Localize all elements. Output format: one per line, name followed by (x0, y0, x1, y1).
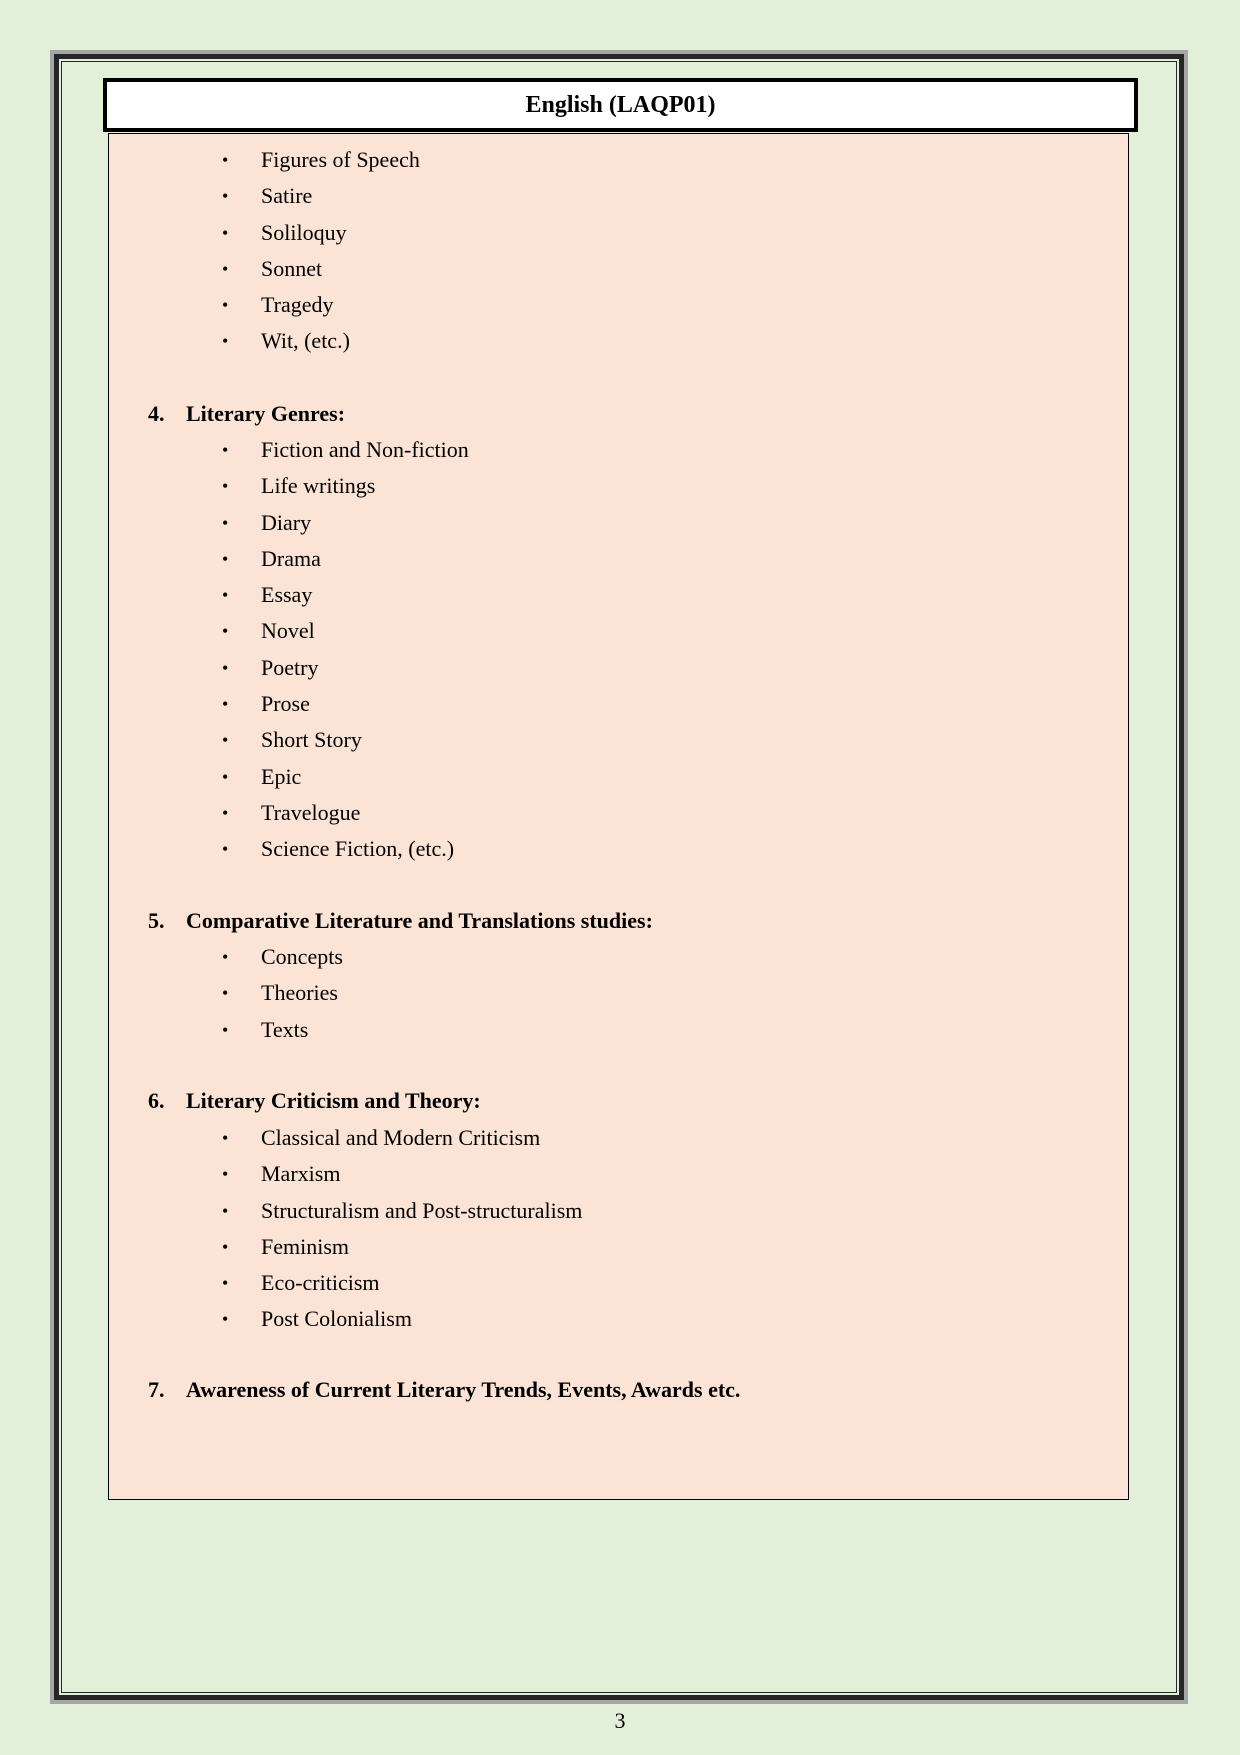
bullet-icon: • (222, 1164, 229, 1185)
bullet-icon: • (222, 1019, 229, 1040)
bullet-icon: • (222, 1236, 229, 1257)
bullet-icon: • (222, 150, 229, 170)
bullet-icon: • (222, 621, 229, 642)
bullet-icon: • (222, 222, 229, 243)
bullet-icon: • (222, 295, 229, 316)
bullet-icon: • (222, 766, 229, 787)
bullet-icon: • (222, 730, 229, 751)
bullet-icon: • (222, 947, 229, 967)
bullet-icon: • (222, 512, 229, 533)
bullet-icon: • (222, 839, 229, 860)
bullet-icon: • (222, 331, 229, 352)
bullet-icon: • (222, 694, 229, 715)
page-number: 3 (614, 1708, 626, 1733)
bullet-icon: • (222, 1128, 229, 1148)
bullet-icon: • (222, 657, 229, 678)
bullet-icon: • (222, 802, 229, 823)
syllabus-content: • Figures of Speech • Satire • Soliloquy • Sonnet • Tragedy • Wit, (etc.) 4. Literary Genres: • Fiction and Non-fiction • Life writings • Diary • Drama • Essay • Novel • Poetry • Prose • Short Story • Epic • Travelogue • Science Fiction, (etc.) 5. Comparative Literature and Translations studies: • Concepts • Theories • Texts 6. Literary Criticism and Theory: • Classical and Modern Criticism • Marxism • Structuralism and Post-structuralism • Feminism • Eco-criticism • Post Colonialism 7. Awareness of Current Literary Trends, Events, Awards etc. (108, 133, 1129, 1500)
page-title: English (LAQP01) (525, 91, 716, 118)
bullet-icon: • (222, 1309, 229, 1330)
page-title-box (103, 78, 1138, 132)
bullet-icon: • (222, 983, 229, 1004)
bullet-icon: • (222, 1200, 229, 1221)
bullet-icon: • (222, 258, 229, 279)
bullet-icon: • (222, 585, 229, 606)
bullet-icon: • (222, 548, 229, 569)
bullet-icon: • (222, 1273, 229, 1294)
bullet-icon: • (222, 476, 229, 497)
bullet-icon: • (222, 440, 229, 460)
bullet-icon: • (222, 186, 229, 207)
